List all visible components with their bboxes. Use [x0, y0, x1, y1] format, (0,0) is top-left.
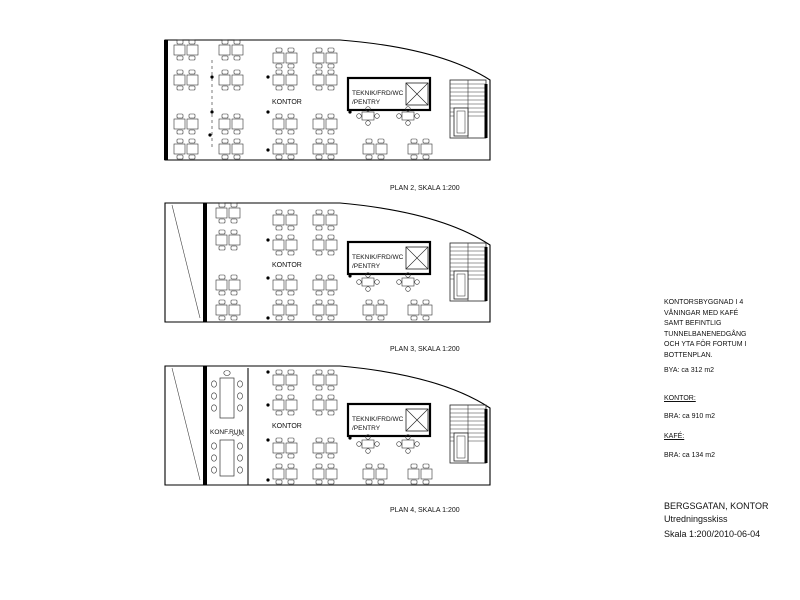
kontor-bra: BRA: ca 910 m2	[664, 413, 715, 420]
plan4-core-label-2: /PENTRY	[352, 425, 381, 432]
description-notes	[664, 298, 746, 361]
plan2-core-label: TEKNIK/FRD/WC	[352, 90, 404, 97]
plan3-core-label: TEKNIK/FRD/WC	[352, 254, 404, 261]
floor-plan-2	[165, 40, 490, 160]
title-block	[664, 500, 769, 541]
plan4-conf-label: KONF.RUM	[210, 429, 244, 436]
description-line: OCH YTA FÖR FORTUM I	[664, 341, 747, 348]
plan2-core-label-2: /PENTRY	[352, 99, 381, 106]
description-line: SAMT BEFINTLIG	[664, 320, 722, 327]
description-line: BOTTENPLAN.	[664, 351, 713, 359]
project-subtitle: Utredningsskiss	[664, 513, 728, 524]
kafe-bra: BRA: ca 134 m2	[664, 452, 715, 459]
floor-plan-4	[165, 366, 490, 485]
floor-plan-3	[165, 203, 490, 322]
plan2-room-kontor: KONTOR	[272, 99, 302, 106]
kafe-heading: KAFÉ:	[664, 433, 685, 440]
plan3-core-label-2: /PENTRY	[352, 263, 381, 270]
kontor-heading: KONTOR:	[664, 395, 696, 402]
plan2-caption: PLAN 2, SKALA 1:200	[390, 185, 460, 192]
bya-area: BYA: ca 312 m2	[664, 367, 715, 374]
scale-date: Skala 1:200/2010-06-04	[664, 529, 761, 539]
plan4-room-kontor: KONTOR	[272, 423, 302, 430]
plan4-core-label: TEKNIK/FRD/WC	[352, 416, 404, 423]
plan3-caption: PLAN 3, SKALA 1:200	[390, 346, 460, 353]
description-line: TUNNELBANENEDGÅNG	[664, 330, 747, 338]
plan4-caption: PLAN 4, SKALA 1:200	[390, 507, 460, 514]
description-line: KONTORSBYGGNAD I 4	[664, 299, 744, 306]
description-line: VÅNINGAR MED KAFÉ	[664, 309, 739, 317]
project-title: BERGSGATAN, KONTOR	[664, 501, 769, 511]
plan3-room-kontor: KONTOR	[272, 262, 302, 269]
